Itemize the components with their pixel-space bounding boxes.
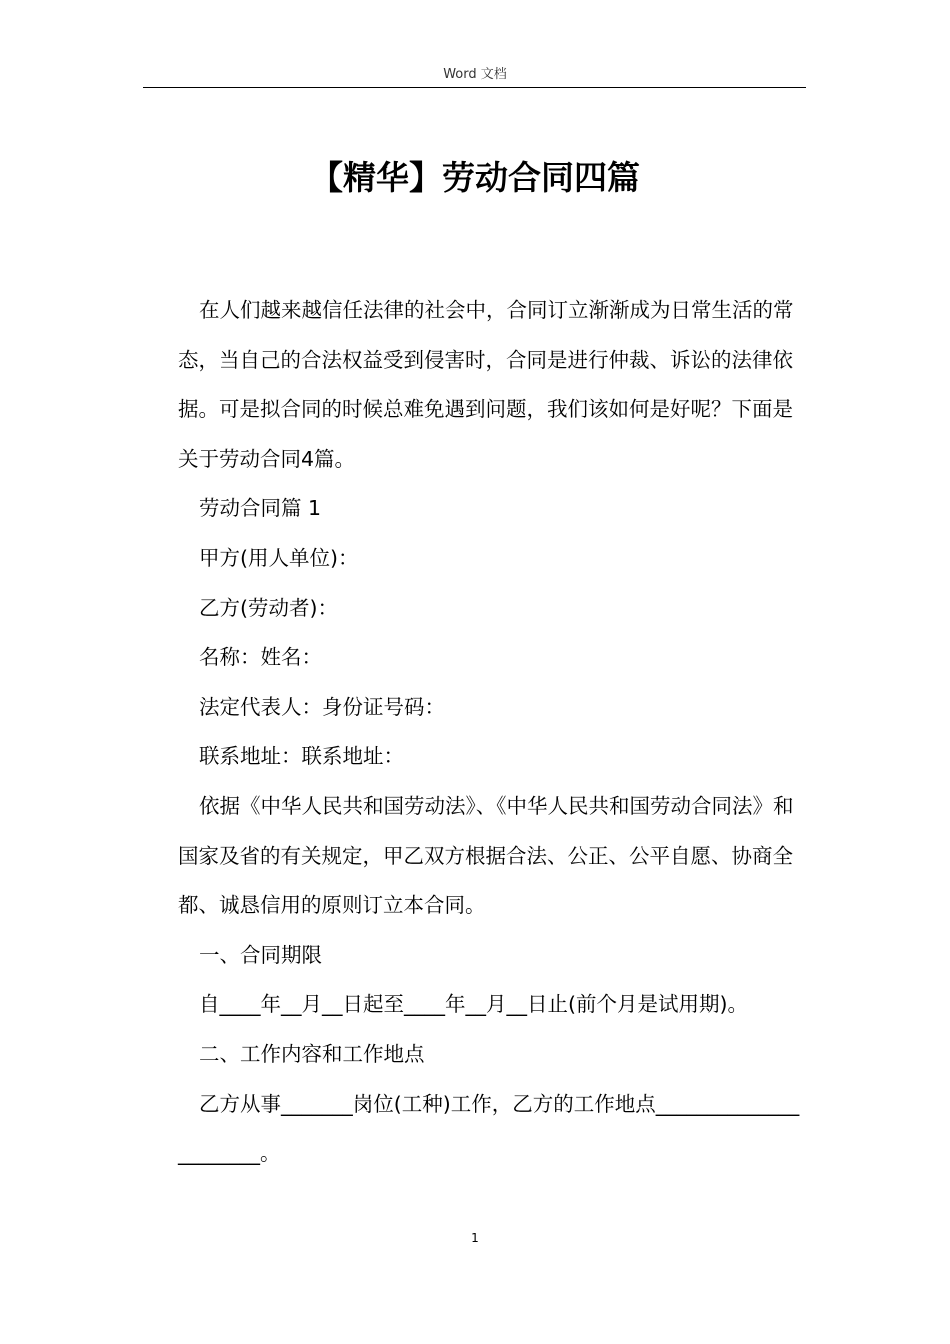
- page-header-label: Word 文档: [443, 67, 507, 82]
- contract-term-line: 自____年__月__日起至____年__月__日止(前个月是试用期)。: [199, 992, 748, 1017]
- document-body: [178, 286, 804, 1179]
- legal-basis-paragraph: 依据《中华人民共和国劳动法》、《中华人民共和国劳动合同法》和国家及省的有关规定，甲乙双方根据合法、公正、公平自愿、协商全都、诚恳信用的原则订立本合同。: [178, 793, 794, 918]
- work-content-line: 乙方从事_______岗位(工种)工作，乙方的工作地点______________________。: [178, 1091, 800, 1166]
- document-title: 【精华】劳动合同四篇: [310, 158, 640, 197]
- name-line: 名称：姓名：: [199, 645, 322, 670]
- party-b-line: 乙方(劳动者)：: [199, 595, 338, 620]
- header-divider: [143, 87, 806, 88]
- legal-representative-line: 法定代表人：身份证号码：: [199, 694, 445, 719]
- intro-paragraph: 在人们越来越信任法律的社会中，合同订立渐渐成为日常生活的常态，当自己的合法权益受到侵害时，合同是进行仲裁、诉讼的法律依据。可是拟合同的时候总难免遇到问题，我们该如何是好呢？下面是关于劳动合同4篇。: [178, 298, 794, 471]
- page-number: 1: [471, 1231, 479, 1245]
- section-heading-contract-1: 劳动合同篇 1: [199, 496, 322, 521]
- clause-heading-term: 一、合同期限: [199, 942, 322, 967]
- party-a-line: 甲方(用人单位)：: [199, 545, 359, 570]
- clause-heading-work: 二、工作内容和工作地点: [199, 1041, 425, 1066]
- contact-address-line: 联系地址：联系地址：: [199, 744, 404, 769]
